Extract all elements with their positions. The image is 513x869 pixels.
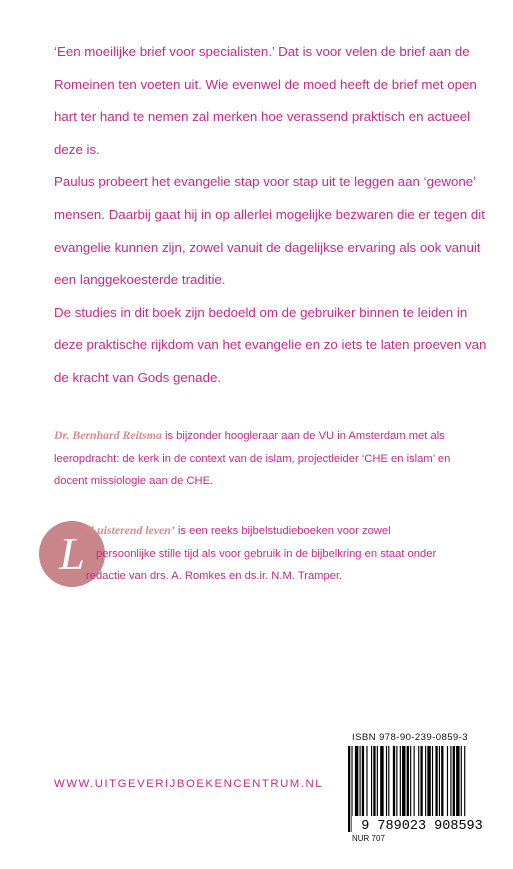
isbn-label: ISBN 978-90-239-0859-3 — [352, 732, 468, 743]
series-line-2: persoonlijke stille tijd als voor gebruik in de bijbelkring en staat onder — [96, 547, 437, 560]
series-description — [86, 519, 486, 588]
series-line-3: redactie van drs. A. Romkes en ds.ir. N.M. Tramper. — [86, 570, 343, 583]
series-line-1: is een reeks bijbelstudieboeken voor zowel — [174, 525, 391, 537]
nur-code: NUR 707 — [352, 834, 385, 843]
author-name: Dr. Bernhard Reitsma — [54, 428, 162, 442]
intro-paragraph-2: Paulus probeert het evangelie stap voor stap uit te leggen aan ‘gewone’ mensen. Daarbij gaat hij in op allerlei mogelijke bezwaren die er tegen dit evangelie kunnen zijn, zowel vanuit de dagelijkse ervaring als ook vanuit een langgekoesterde traditie. — [54, 174, 485, 288]
intro-paragraph-1: ‘Een moeilijke brief voor specialisten.’ Dat is voor velen de brief aan de Romeinen ten voeten uit. Wie evenwel de moed heeft de brief met open hart ter hand te nemen zal merken hoe verassend praktisch en actueel deze is. — [54, 44, 477, 157]
publisher-website: WWW.UITGEVERIJBOEKENCENTRUM.NL — [54, 778, 324, 790]
barcode-digits: 9 789023 908593 — [361, 819, 483, 834]
barcode — [342, 746, 502, 834]
author-bio-text: is bijzonder hoogleraar aan de VU in Amsterdam met als leeropdracht: de kerk in de context van de islam, projectleider ‘CHE en islam’ en docent missiologie aan de CHE. — [54, 430, 451, 487]
series-name: ‘Luisterend leven’ — [86, 523, 175, 537]
series-logo-letter: L — [59, 528, 85, 579]
back-cover-description — [54, 36, 494, 395]
author-bio — [54, 424, 484, 493]
intro-paragraph-3: De studies in dit boek zijn bedoeld om de gebruiker binnen te leiden in deze praktische rijkdom van het evangelie en zo iets te laten proeven van de kracht van Gods genade. — [54, 304, 487, 385]
